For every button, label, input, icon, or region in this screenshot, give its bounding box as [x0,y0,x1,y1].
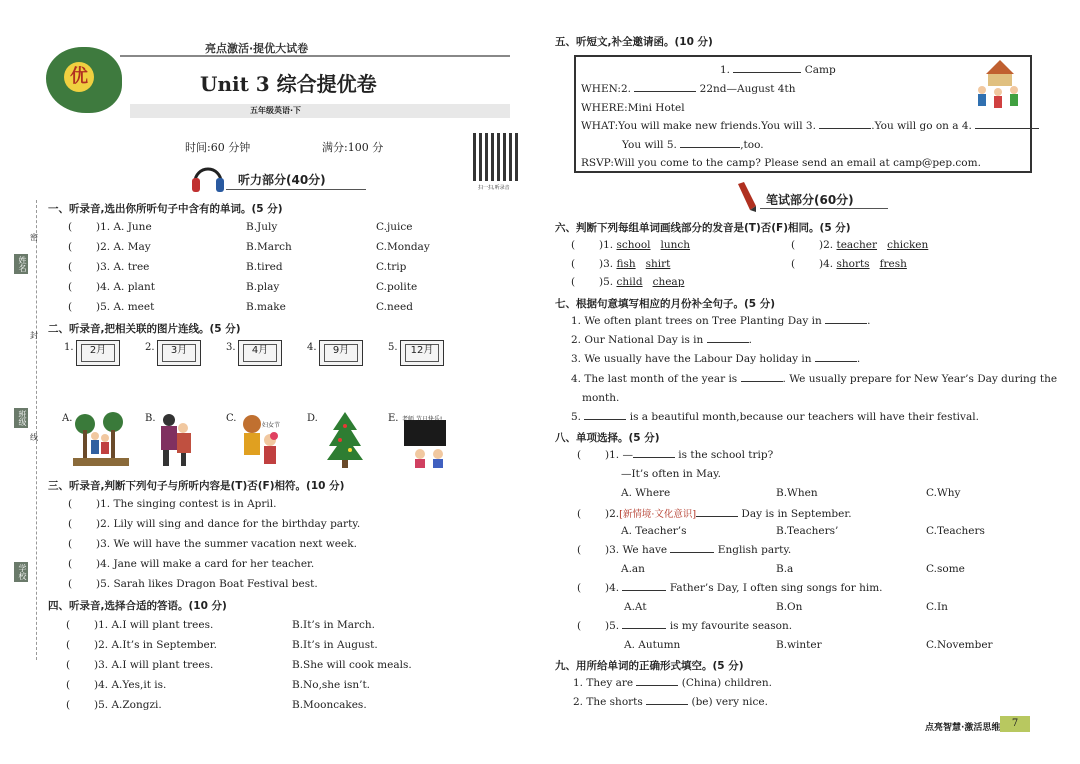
s2-num-4: 4. [307,342,317,353]
s7-blank-4[interactable] [741,381,783,382]
s8-q2[interactable]: ( )2.[新情境·文化意识] Day is in September. [577,508,852,520]
s1-row-4[interactable]: ( )4. A. plant B.play C.polite [68,281,418,293]
qr-code[interactable] [473,133,521,181]
invite-blank-5[interactable] [680,147,740,148]
listening-rule [226,189,366,190]
month-card-3[interactable]: 4月 [238,340,282,366]
s4-row-2[interactable]: ( )2. A.It’s in September. B.It’s in August. [66,639,378,651]
footer-slogan: 点亮智慧·激活思维 [925,723,1001,733]
subtitle-bar [130,104,510,118]
pic-label-e: E. [388,413,399,424]
s1-row-5[interactable]: ( )5. A. meet B.make C.need [68,301,413,313]
page-number: 7 [1000,716,1030,732]
side-char-1: 密 [30,233,38,242]
s7-line-2[interactable]: 2. Our National Day is in . [571,334,752,346]
s1-row-3[interactable]: ( )3. A. tree B.tired C.trip [68,261,407,273]
s8-q5[interactable]: ( )5. is my favourite season. [577,620,793,632]
section-5-title: 五、听短文,补全邀请函。(10 分) [555,36,713,48]
s7-blank-5[interactable] [584,419,626,420]
s8-q4[interactable]: ( )4. Father’s Day, I often sing songs for him. [577,582,883,594]
s8-q2-options[interactable]: A. Teacher’s B.Teachers’ C.Teachers [621,525,985,537]
section-8-title: 八、单项选择。(5 分) [555,432,660,444]
month-card-1[interactable]: 2月 [76,340,120,366]
side-char-2: 封 [30,331,38,340]
s7-line-1[interactable]: 1. We often plant trees on Tree Planting Day in . [571,315,871,327]
badge-label: 优 [64,62,94,92]
header-rule [120,55,510,57]
side-label-school: 学校 [14,562,28,582]
s8-q5-options[interactable]: A. Autumn B.winter C.November [624,639,993,651]
pic-label-b: B. [145,413,156,424]
headphones-icon [190,160,226,194]
s6-row-1[interactable]: ( )1. school lunch [571,239,691,251]
section-1-title: 一、听录音,选出你所听句子中含有的单词。(5 分) [48,203,283,215]
invite-blank-4[interactable] [975,128,1039,129]
s2-num-1: 1. [64,342,74,353]
s8-blank-5[interactable] [622,628,666,629]
kids-illustration [972,60,1026,112]
s7-line-4-cont: month. [582,392,620,404]
qr-caption: 扫一扫,听录音 [478,185,510,191]
s8-q1[interactable]: ( )1. — is the school trip? [577,449,774,461]
s8-q3-options[interactable]: A.an B.a C.some [621,563,965,575]
s7-blank-2[interactable] [707,342,749,343]
section-9-title: 九、用所给单词的正确形式填空。(5 分) [555,660,744,672]
s6-row-5[interactable]: ( )5. child cheap [571,276,685,288]
s8-blank-2[interactable] [696,516,738,517]
s3-row-4[interactable]: ( )4. Jane will make a card for her teacher. [68,558,315,570]
s3-row-2[interactable]: ( )2. Lily will sing and dance for the birthday party. [68,518,361,530]
s7-line-4[interactable]: 4. The last month of the year is . We usually prepare for New Year’s Day during the [571,373,1058,385]
month-card-5[interactable]: 12月 [400,340,444,366]
s8-blank-3[interactable] [670,552,714,553]
invite-line-3: WHERE:Mini Hotel [581,102,685,114]
s2-num-5: 5. [388,342,398,353]
invite-line-2[interactable]: WHEN:2. 22nd—August 4th [581,83,796,95]
pic-label-c: C. [226,413,237,424]
s8-q4-options[interactable]: A.At B.On C.In [624,601,948,613]
invite-line-6: RSVP:Will you come to the camp? Please send an email at camp@pep.com. [581,157,981,169]
s8-blank-4[interactable] [622,590,666,591]
section-6-title: 六、判断下列每组单词画线部分的发音是(T)否(F)相同。(5 分) [555,222,851,234]
s7-blank-3[interactable] [815,361,857,362]
s8-q3[interactable]: ( )3. We have English party. [577,544,792,556]
s7-line-5[interactable]: 5. is a beautiful month,because our teachers will have their festival. [571,411,979,423]
listening-title: 听力部分(40分) [238,173,326,187]
section-3-title: 三、听录音,判断下列句子与所听内容是(T)否(F)相符。(10 分) [48,480,345,492]
s9-line-2[interactable]: 2. The shorts (be) very nice. [573,696,768,708]
s1-row-1[interactable]: ( )1. A. June B.July C.juice [68,221,413,233]
s9-blank-1[interactable] [636,685,678,686]
side-label-name: 姓名 [14,254,28,274]
s4-row-4[interactable]: ( )4. A.Yes,it is. B.No,she isn’t. [66,679,371,691]
pencil-icon [734,182,760,212]
s2-num-2: 2. [145,342,155,353]
invite-line-1[interactable]: 1. Camp [720,64,836,76]
family-picture[interactable] [155,410,195,466]
s4-row-5[interactable]: ( )5. A.Zongzi. B.Mooncakes. [66,699,367,711]
s9-line-1[interactable]: 1. They are (China) children. [573,677,772,689]
s2-num-3: 3. [226,342,236,353]
s8-q1-options[interactable]: A. Where B.When C.Why [621,487,961,499]
invite-blank-3[interactable] [819,128,871,129]
s4-row-3[interactable]: ( )3. A.I will plant trees. B.She will cook meals. [66,659,412,671]
writing-title: 笔试部分(60分) [766,193,854,207]
womens-day-text: 妇女节 [262,422,281,429]
planting-trees-picture[interactable] [73,410,129,466]
pic-label-a: A. [62,413,73,424]
month-card-4[interactable]: 9月 [319,340,363,366]
binding-line [36,200,37,660]
s3-row-1[interactable]: ( )1. The singing contest is in April. [68,498,277,510]
s6-row-2[interactable]: ( )2. teacher chicken [791,239,929,251]
s3-row-3[interactable]: ( )3. We will have the summer vacation next week. [68,538,357,550]
side-char-3: 线 [30,433,38,442]
pic-label-d: D. [307,413,318,424]
teachers-day-text: 老师,节日快乐! [402,416,443,423]
side-label-class: 班级 [14,408,28,428]
s9-blank-2[interactable] [646,704,688,705]
s3-row-5[interactable]: ( )5. Sarah likes Dragon Boat Festival best. [68,578,318,590]
invite-line-4[interactable]: WHAT:You will make new friends.You will 3. .You will go on a 4. [581,120,1039,132]
s7-blank-1[interactable] [825,323,867,324]
invite-blank-2[interactable] [634,91,696,92]
s6-row-4[interactable]: ( )4. shorts fresh [791,258,907,270]
section-2-title: 二、听录音,把相关联的图片连线。(5 分) [48,323,241,335]
exam-time: 时间:60 分钟 [185,141,251,154]
christmas-tree-picture[interactable] [325,410,365,468]
s4-row-1[interactable]: ( )1. A.I will plant trees. B.It’s in March. [66,619,375,631]
s1-row-2[interactable]: ( )2. A. May B.March C.Monday [68,241,430,253]
womens-day-picture[interactable] [238,410,282,470]
section-7-title: 七、根据句意填写相应的月份补全句子。(5 分) [555,298,776,310]
s7-line-3[interactable]: 3. We usually have the Labour Day holiday in . [571,353,861,365]
month-card-2[interactable]: 3月 [157,340,201,366]
s8-q1-reply: —It’s often in May. [621,468,722,480]
invite-line-5[interactable]: You will 5. ,too. [622,139,764,151]
section-4-title: 四、听录音,选择合适的答语。(10 分) [48,600,227,612]
page-title: Unit 3 综合提优卷 [200,72,377,96]
invite-blank-1[interactable] [733,72,801,73]
s8-blank-1[interactable] [633,457,675,458]
full-score: 满分:100 分 [322,141,384,154]
subtitle: 五年级英语·下 [250,106,302,115]
writing-rule [760,208,888,209]
s6-row-3[interactable]: ( )3. fish shirt [571,258,671,270]
header-banner: 亮点激活·提优大试卷 [205,42,309,55]
